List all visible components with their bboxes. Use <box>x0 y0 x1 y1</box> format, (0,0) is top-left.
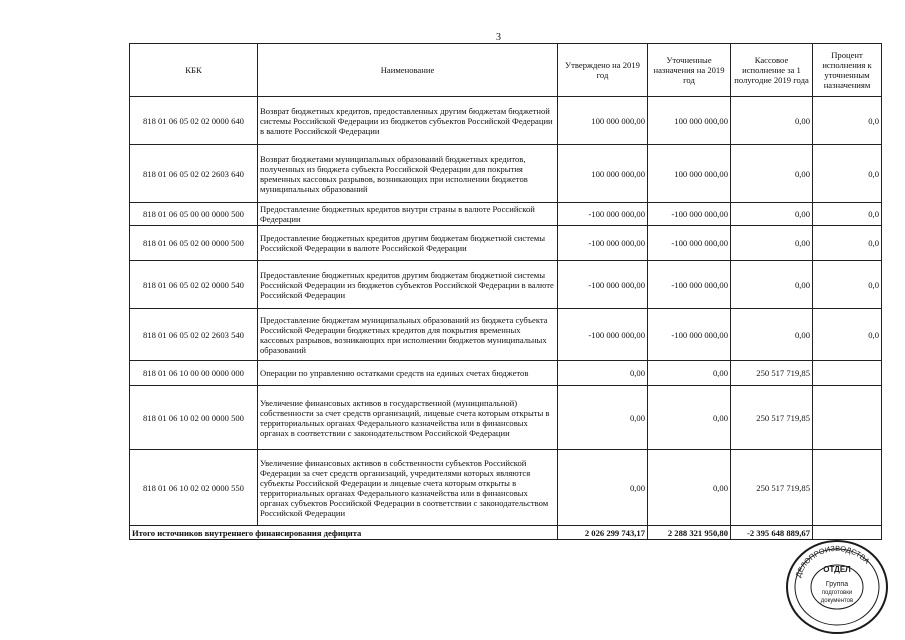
percent-cell: 0,0 <box>813 145 882 203</box>
kbk-cell: 818 01 06 05 02 00 0000 500 <box>130 226 258 261</box>
name-cell: Возврат бюджетных кредитов, предоставленных другим бюджетам бюджетной системы Российской Федерации из бюджетов субъектов Российской Федерации в валюте Российской Федерации <box>258 97 558 145</box>
approved-cell: 0,00 <box>558 386 648 450</box>
total-label: Итого источников внутреннего финансирования дефицита <box>130 526 558 540</box>
cash-cell: 250 517 719,85 <box>731 361 813 386</box>
approved-cell: -100 000 000,00 <box>558 226 648 261</box>
cash-cell: 250 517 719,85 <box>731 386 813 450</box>
percent-cell: 0,0 <box>813 226 882 261</box>
stamp-line-2: подготовки <box>821 590 853 596</box>
header-approved: Утверждено на 2019 год <box>558 44 648 97</box>
table-row <box>130 97 882 145</box>
kbk-cell: 818 01 06 05 02 02 0000 540 <box>130 261 258 309</box>
header-name: Наименование <box>258 44 558 97</box>
name-cell: Предоставление бюджетам муниципальных образований из бюджета субъекта Российской Федерации бюджетных кредитов для покрытия временных кассовых разрывов, возникающих при исполнении бюджетов муниципальных образований <box>258 309 558 361</box>
kbk-cell: 818 01 06 05 02 02 2603 540 <box>130 309 258 361</box>
table-row <box>130 309 882 361</box>
cash-cell: 250 517 719,85 <box>731 450 813 526</box>
total-cash: -2 395 648 889,67 <box>731 526 813 540</box>
approved-cell: 0,00 <box>558 450 648 526</box>
cash-cell: 0,00 <box>731 97 813 145</box>
percent-cell <box>813 450 882 526</box>
revised-cell: 100 000 000,00 <box>648 97 731 145</box>
cash-cell: 0,00 <box>731 226 813 261</box>
percent-cell: 0,0 <box>813 97 882 145</box>
table-row <box>130 361 882 386</box>
table-row <box>130 203 882 226</box>
cash-cell: 0,00 <box>731 309 813 361</box>
table-row <box>130 145 882 203</box>
kbk-cell: 818 01 06 10 00 00 0000 000 <box>130 361 258 386</box>
revised-cell: -100 000 000,00 <box>648 309 731 361</box>
kbk-cell: 818 01 06 10 02 02 0000 550 <box>130 450 258 526</box>
stamp-title: ОТДЕЛ <box>823 565 851 574</box>
table-row <box>130 386 882 450</box>
department-stamp <box>782 537 892 637</box>
table-header-row <box>130 44 882 97</box>
cash-cell: 0,00 <box>731 261 813 309</box>
percent-cell: 0,0 <box>813 309 882 361</box>
approved-cell: 100 000 000,00 <box>558 145 648 203</box>
revised-cell: -100 000 000,00 <box>648 261 731 309</box>
revised-cell: 0,00 <box>648 361 731 386</box>
table-row <box>130 450 882 526</box>
percent-cell: 0,0 <box>813 203 882 226</box>
approved-cell: -100 000 000,00 <box>558 309 648 361</box>
kbk-cell: 818 01 06 05 00 00 0000 500 <box>130 203 258 226</box>
header-cash: Кассовое исполнение за 1 полугодие 2019 года <box>731 44 813 97</box>
name-cell: Предоставление бюджетных кредитов внутри страны в валюте Российской Федерации <box>258 203 558 226</box>
total-approved: 2 026 299 743,17 <box>558 526 648 540</box>
approved-cell: 0,00 <box>558 361 648 386</box>
name-cell: Увеличение финансовых активов в собственности субъектов Российской Федерации за счет средств организаций, учредителями которых являются субъекты Российской Федерации и лицевые счета которым открыты в территориальных органах Федерального казначейства или в финансовых органах субъектов Российской Федерации в соответствии с законодательством Российской Федерации <box>258 450 558 526</box>
revised-cell: 100 000 000,00 <box>648 145 731 203</box>
percent-cell: 0,0 <box>813 261 882 309</box>
total-row <box>130 526 882 540</box>
stamp-line-1: Группа <box>825 581 849 588</box>
revised-cell: 0,00 <box>648 450 731 526</box>
header-kbk: КБК <box>130 44 258 97</box>
header-percent: Процент исполнения к уточненным назначениям <box>813 44 882 97</box>
name-cell: Операции по управлению остатками средств на единых счетах бюджетов <box>258 361 558 386</box>
kbk-cell: 818 01 06 05 02 02 0000 640 <box>130 97 258 145</box>
name-cell: Возврат бюджетами муниципальных образований бюджетных кредитов, полученных из бюджета субъекта Российской Федерации для покрытия временных кассовых разрывов, возникающих при исполнении бюджетов муниципальных образований <box>258 145 558 203</box>
name-cell: Предоставление бюджетных кредитов другим бюджетам бюджетной системы Российской Федерации из бюджетов субъектов Российской Федерации в валюте Российской Федерации <box>258 261 558 309</box>
page-number: 3 <box>496 32 501 43</box>
percent-cell <box>813 361 882 386</box>
kbk-cell: 818 01 06 05 02 02 2603 640 <box>130 145 258 203</box>
header-revised: Уточненные назначения на 2019 год <box>648 44 731 97</box>
stamp-ring-text: ДЕЛОПРОИЗВОДСТВА <box>793 543 872 579</box>
kbk-cell: 818 01 06 10 02 00 0000 500 <box>130 386 258 450</box>
approved-cell: 100 000 000,00 <box>558 97 648 145</box>
financing-sources-table <box>129 43 882 540</box>
cash-cell: 0,00 <box>731 203 813 226</box>
total-revised: 2 288 321 950,80 <box>648 526 731 540</box>
revised-cell: -100 000 000,00 <box>648 226 731 261</box>
revised-cell: -100 000 000,00 <box>648 203 731 226</box>
table-row <box>130 226 882 261</box>
stamp-line-3: документов <box>820 598 854 604</box>
name-cell: Предоставление бюджетных кредитов другим бюджетам бюджетной системы Российской Федерации в валюте Российской Федерации <box>258 226 558 261</box>
table-row <box>130 261 882 309</box>
percent-cell <box>813 386 882 450</box>
name-cell: Увеличение финансовых активов в государственной (муниципальной) собственности за счет средств организаций, лицевые счета которым открыты в территориальных органах Федерального казначейства или в финансовых органах в соответствии с законодательством Российской Федерации <box>258 386 558 450</box>
approved-cell: -100 000 000,00 <box>558 203 648 226</box>
cash-cell: 0,00 <box>731 145 813 203</box>
revised-cell: 0,00 <box>648 386 731 450</box>
approved-cell: -100 000 000,00 <box>558 261 648 309</box>
